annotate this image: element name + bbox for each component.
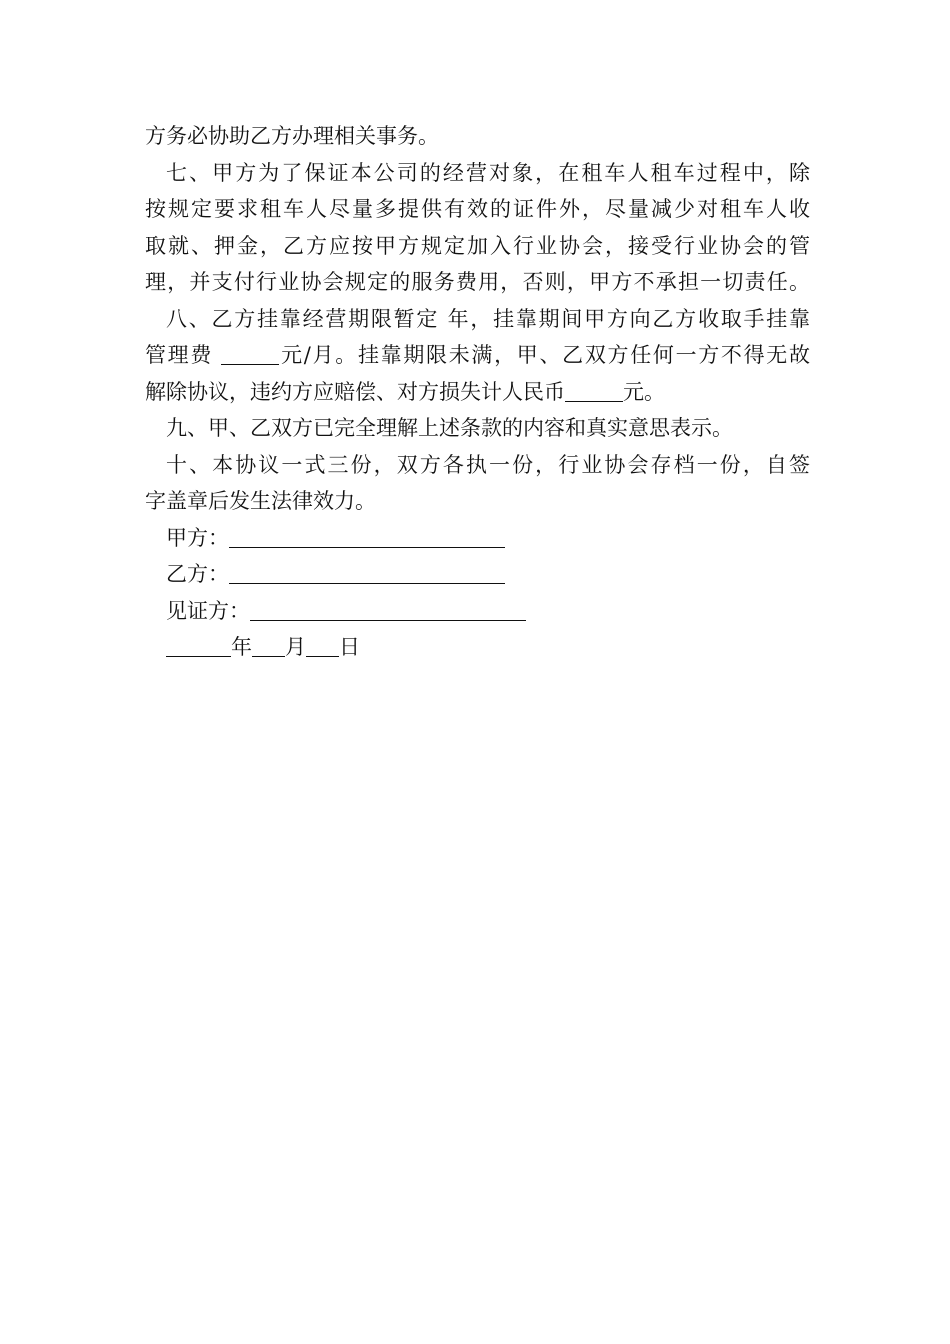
day-blank <box>306 636 339 657</box>
signing-date <box>145 629 810 666</box>
clause-7-line-3: 取就、押金，乙方应按甲方规定加入行业协会，接受行业协会的管 <box>145 233 810 258</box>
clause-10-line-2: 字盖章后发生法律效力。 <box>145 489 376 513</box>
party-a-signature <box>145 520 810 557</box>
management-fee-label: 管理费 <box>145 343 222 367</box>
clause-7-line-2: 按规定要求租车人尽量多提供有效的证件外，尽量减少对租车人收 <box>145 197 810 221</box>
agreement-body <box>145 118 810 666</box>
clause-8-line-2 <box>145 337 810 374</box>
year-blank <box>166 636 231 657</box>
management-fee-blank <box>221 344 279 365</box>
witness-signature-blank <box>250 600 526 621</box>
penalty-amount-blank <box>565 381 623 402</box>
clause-10-line-1: 十、本协议一式三份，双方各执一份，行业协会存档一份，自签 <box>166 452 810 477</box>
day-label: 日 <box>339 635 360 659</box>
clause-7-line-4: 理，并支付行业协会规定的服务费用，否则，甲方不承担一切责任。 <box>145 270 810 294</box>
witness-signature <box>145 593 810 630</box>
party-b-label: 乙方： <box>166 562 229 586</box>
clause-8-line-1: 八、乙方挂靠经营期限暂定 年，挂靠期间甲方向乙方收取手挂靠 <box>166 306 810 331</box>
party-b-signature-blank <box>229 563 505 584</box>
clause-8-line-3 <box>145 374 810 411</box>
party-a-label: 甲方： <box>166 525 229 550</box>
month-label: 月 <box>285 635 306 659</box>
clause-9-line: 九、甲、乙双方已完全理解上述条款的内容和真实意思表示。 <box>166 416 733 440</box>
text-line: 方务必协助乙方办理相关事务。 <box>145 124 439 148</box>
clause-7-line-1: 七、甲方为了保证本公司的经营对象，在租车人租车过程中，除 <box>166 160 810 185</box>
witness-label: 见证方： <box>166 598 250 623</box>
party-b-signature <box>145 556 810 593</box>
party-a-signature-blank <box>229 527 505 548</box>
year-label: 年 <box>231 635 252 659</box>
month-blank <box>252 636 285 657</box>
penalty-unit: 元。 <box>623 379 665 404</box>
penalty-text: 解除协议，违约方应赔偿、对方损失计人民币 <box>145 379 565 404</box>
management-fee-tail: 元/月。挂靠期限未满，甲、乙双方任何一方不得无故 <box>279 343 810 367</box>
